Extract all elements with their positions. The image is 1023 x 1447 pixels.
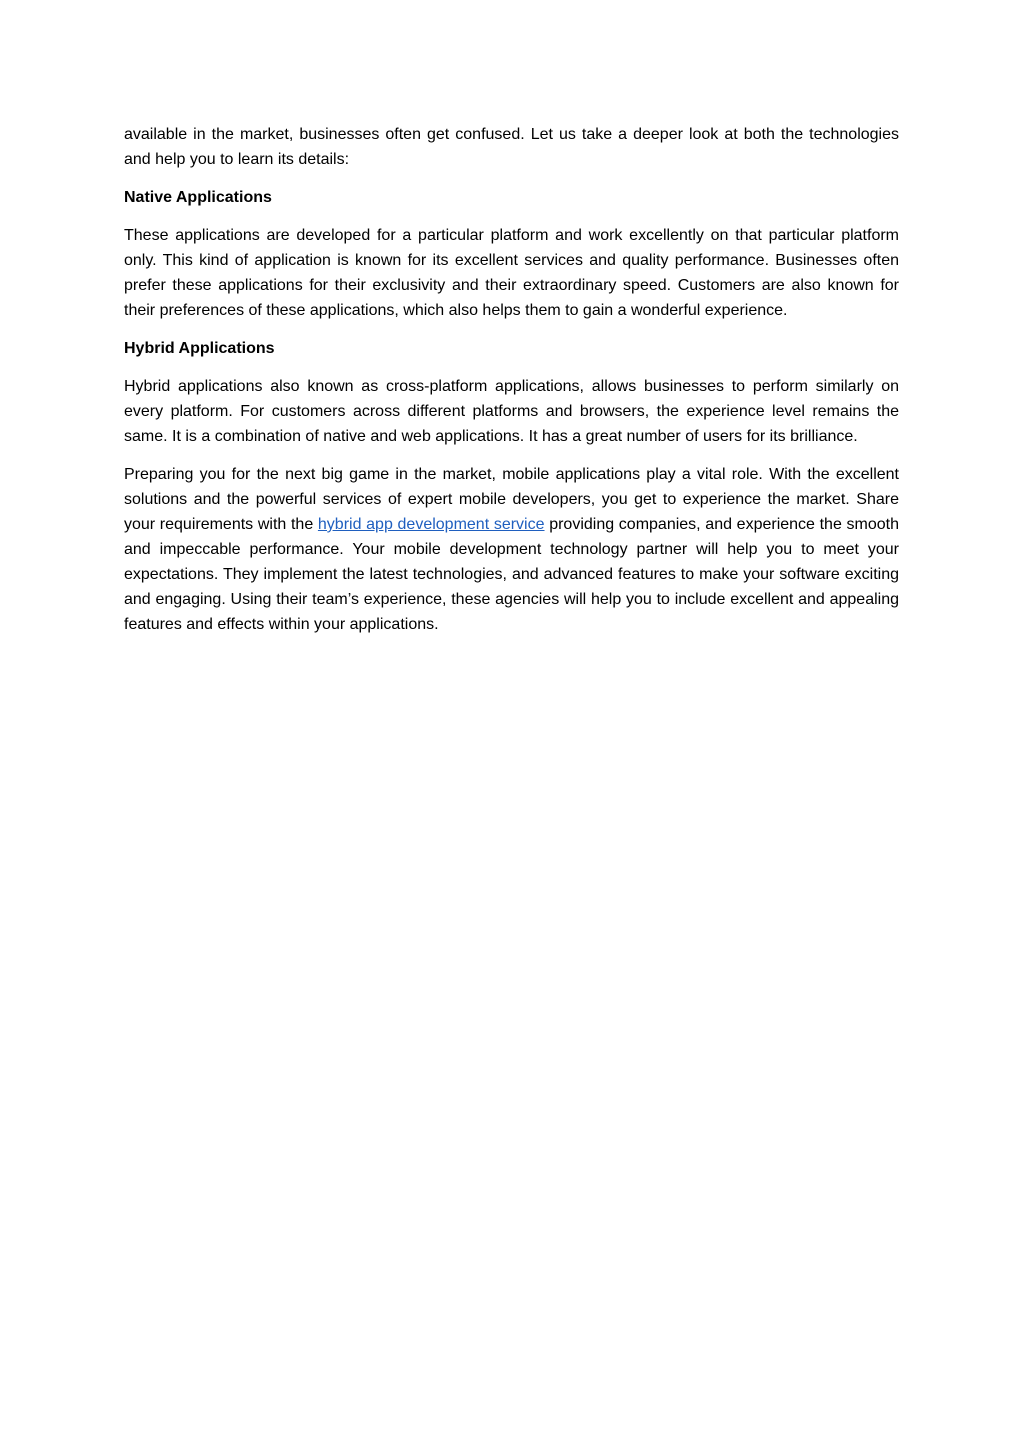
- closing-paragraph: [124, 462, 899, 637]
- closing-text-before-link: Preparing you for the next big game in the market, mobile applications play a vital role. With the excellent solutions and the powerful services of expert mobile developers, you get to experience the market. Share your requirements with the: [124, 466, 899, 533]
- hybrid-app-development-service-link[interactable]: hybrid app development service: [317, 516, 545, 533]
- intro-paragraph: available in the market, businesses often get confused. Let us take a deeper look at both the technologies and help you to learn its details:: [124, 126, 899, 168]
- hybrid-applications-heading: Hybrid Applications: [124, 340, 275, 357]
- native-applications-heading: Native Applications: [124, 189, 272, 206]
- hybrid-applications-paragraph: Hybrid applications also known as cross-platform applications, allows businesses to perform similarly on every platform. For customers across different platforms and browsers, the experience level remains the same. It is a combination of native and web applications. It has a great number of users for its brilliance.: [124, 378, 899, 445]
- closing-text-after-link: providing companies, and experience the smooth and impeccable performance. Your mobile development technology partner will help you to meet your expectations. They implement the latest technologies, and advanced features to make your software exciting and engaging. Using their team’s experience, these agencies will help you to include excellent and appealing features and effects within your applications.: [124, 516, 900, 633]
- document-page: [124, 122, 899, 650]
- native-applications-paragraph: These applications are developed for a particular platform and work excellently on that particular platform only. This kind of application is known for its excellent services and quality performance. Businesses often prefer these applications for their exclusivity and their extraordinary speed. Customers are also known for their preferences of these applications, which also helps them to gain a wonderful experience.: [124, 227, 899, 319]
